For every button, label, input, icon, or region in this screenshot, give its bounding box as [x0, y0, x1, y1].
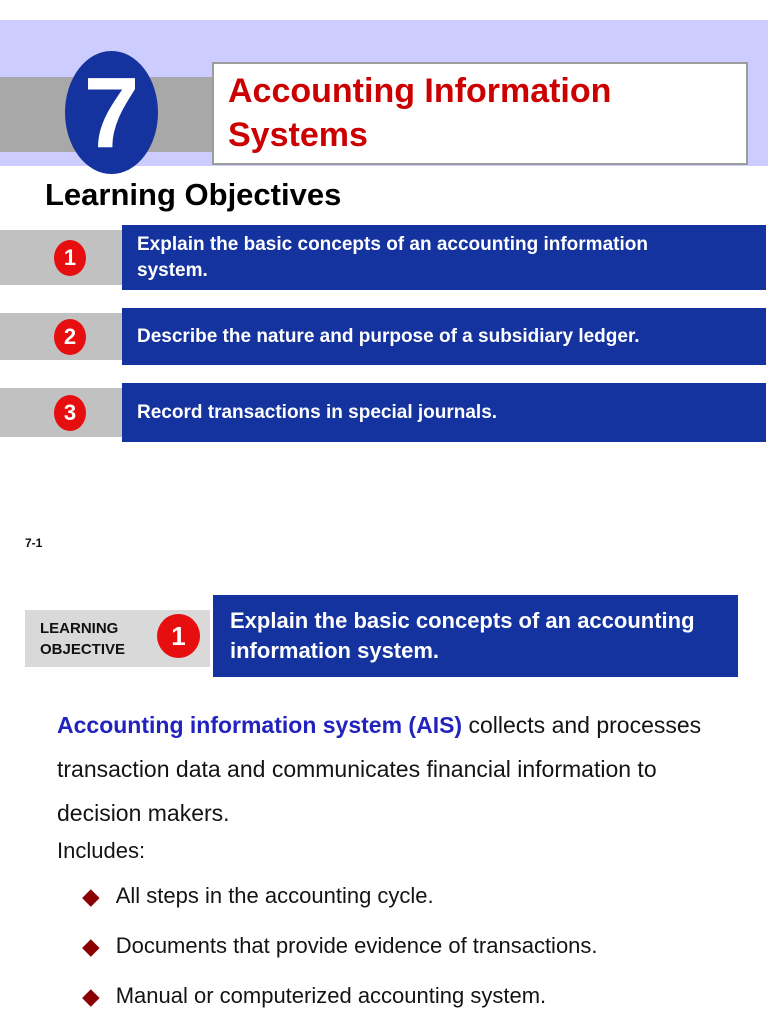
objective-2-line1: Describe the nature and purpose of a subsidiary ledger. [137, 325, 640, 347]
chapter-number-circle [65, 51, 158, 174]
learning-objective-title-line2: information system. [230, 638, 440, 663]
objective-1-line2: system. [137, 259, 208, 281]
objective-1-line1: Explain the basic concepts of an accounting information [137, 233, 648, 255]
ais-term-highlight: Accounting information system (AIS) [57, 712, 463, 738]
body-paragraph [57, 703, 747, 835]
objective-1-text-bar [122, 225, 766, 290]
chapter-title-line2: Systems [228, 116, 368, 154]
learning-objective-title-line1: Explain the basic concepts of an accounting [230, 608, 695, 633]
learning-objective-number: 1 [171, 620, 186, 651]
chapter-title-line1: Accounting Information [228, 72, 612, 110]
objective-1-number-badge [54, 240, 86, 276]
objective-row-1 [0, 225, 768, 290]
learning-objective-title-bar [213, 595, 738, 677]
diamond-bullet-icon: ◆ [82, 882, 100, 909]
learning-objective-label-line2: OBJECTIVE [40, 640, 126, 658]
diamond-bullet-icon: ◆ [82, 932, 100, 959]
learning-objective-label-line1: LEARNING [40, 619, 119, 637]
objective-2-number: 2 [63, 323, 77, 349]
bullet-2-text: Documents that provide evidence of transactions. [115, 933, 598, 958]
objective-1-number: 1 [63, 244, 77, 270]
objective-row-3 [0, 383, 768, 442]
objective-row-2 [0, 308, 768, 365]
objective-2-number-badge [54, 319, 86, 355]
body-paragraph-line1-rest: collects and processes [462, 712, 702, 738]
objective-3-number: 3 [63, 399, 77, 425]
body-paragraph-line2: transaction data and communicates financial information to [57, 756, 657, 782]
bullet-1-text: All steps in the accounting cycle. [115, 883, 434, 908]
objective-3-number-badge [54, 395, 86, 431]
chapter-banner [0, 20, 768, 169]
chapter-number: 7 [83, 56, 140, 169]
slide-page-number: 7-1 [25, 536, 43, 550]
diamond-bullet-icon: ◆ [82, 982, 100, 1009]
bullet-item-2 [82, 931, 598, 961]
objective-3-text-bar [122, 383, 766, 442]
page-title: Learning Objectives [45, 177, 342, 212]
includes-label: Includes: [57, 838, 146, 863]
body-paragraph-line3: decision makers. [57, 800, 230, 826]
chapter-title-box [212, 62, 748, 165]
bullet-item-1 [82, 881, 434, 911]
bullet-item-3 [82, 981, 546, 1011]
objective-3-line1: Record transactions in special journals. [137, 401, 498, 423]
objective-2-text-bar [122, 308, 766, 365]
bullet-3-text: Manual or computerized accounting system. [115, 983, 547, 1008]
learning-objective-number-badge [157, 614, 200, 658]
